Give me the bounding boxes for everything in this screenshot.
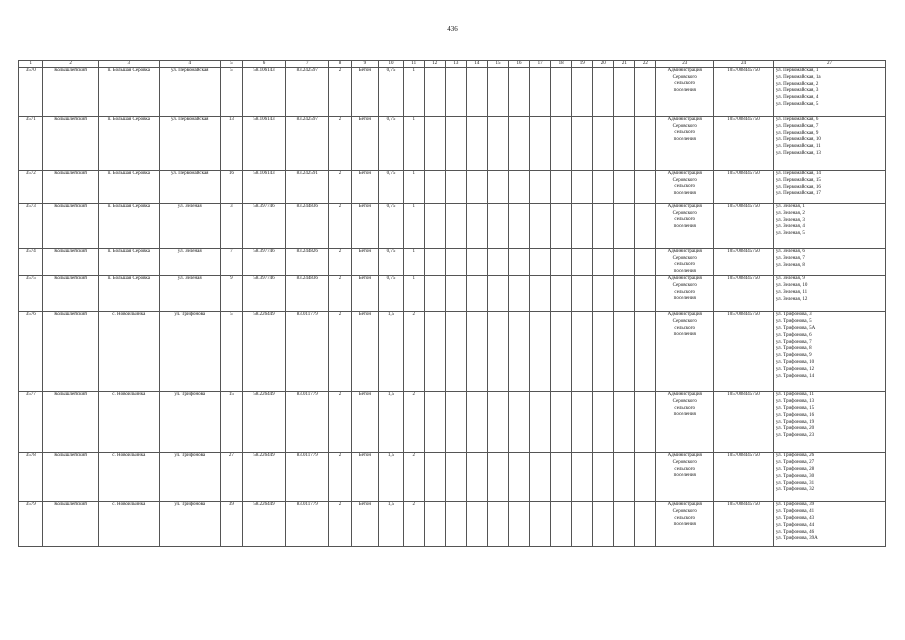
col8-cell: 2 xyxy=(329,171,351,204)
surface-cell: Бетон xyxy=(351,68,379,117)
ogrn-cell: 1057008445750 xyxy=(714,392,774,453)
empty-cell xyxy=(466,502,487,547)
col8-cell: 2 xyxy=(329,68,351,117)
table-row xyxy=(19,312,886,392)
empty-cell xyxy=(551,68,572,117)
row-number: 3572 xyxy=(19,171,43,204)
empty-cell xyxy=(466,312,487,392)
empty-cell xyxy=(424,276,445,312)
table-row xyxy=(19,204,886,249)
col8-cell: 2 xyxy=(329,276,351,312)
empty-cell xyxy=(487,204,508,249)
empty-cell xyxy=(445,502,466,547)
column-header: 2 xyxy=(43,61,98,68)
surface-cell: Бетон xyxy=(351,204,379,249)
house-cell: 3 xyxy=(220,204,242,249)
empty-cell xyxy=(445,392,466,453)
quantity-cell: 1 xyxy=(403,68,424,117)
empty-cell xyxy=(466,453,487,502)
page-number: 436 xyxy=(447,25,458,33)
empty-cell xyxy=(635,117,656,171)
empty-cell xyxy=(530,312,551,392)
longitude-cell: 83.011779 xyxy=(286,502,329,547)
empty-cell xyxy=(614,117,635,171)
longitude-cell: 83.242597 xyxy=(286,117,329,171)
addresses-cell: ул. Трифонова, 3 ул. Трифонова, 5 ул. Трифонова, 5А ул. Трифонова, 6 ул. Трифонова, 7 ул. Трифонова, 8 ул. Трифонова, 9 ул. Трифонова, 10 ул. Трифонова, 12 ул. Трифонова, 14 xyxy=(773,312,885,392)
surface-cell: Бетон xyxy=(351,249,379,276)
area-cell: 0,75 xyxy=(379,117,403,171)
empty-cell xyxy=(445,249,466,276)
column-header: 18 xyxy=(551,61,572,68)
empty-cell xyxy=(424,117,445,171)
empty-cell xyxy=(530,117,551,171)
house-cell: 5 xyxy=(220,68,242,117)
latitude-cell: 58.397746 xyxy=(242,204,285,249)
empty-cell xyxy=(487,502,508,547)
empty-cell xyxy=(614,453,635,502)
empty-cell xyxy=(424,68,445,117)
latitude-cell: 58.106143 xyxy=(242,68,285,117)
owner-cell: Администрация Серовского сельского поселения xyxy=(656,453,714,502)
empty-cell xyxy=(466,117,487,171)
empty-cell xyxy=(530,392,551,453)
longitude-cell: 83.011779 xyxy=(286,453,329,502)
column-header: 8 xyxy=(329,61,351,68)
street-cell: ул. Первомайская xyxy=(159,171,220,204)
empty-cell xyxy=(530,502,551,547)
street-cell: ул. Зеленая xyxy=(159,204,220,249)
row-number: 3573 xyxy=(19,204,43,249)
district-cell: Колышлейский xyxy=(43,312,98,392)
settlement-cell: п. Большая Серовка xyxy=(98,117,159,171)
owner-cell: Администрация Серовского сельского поселения xyxy=(656,204,714,249)
empty-cell xyxy=(424,204,445,249)
surface-cell: Бетон xyxy=(351,392,379,453)
area-cell: 1,5 xyxy=(379,392,403,453)
empty-cell xyxy=(572,502,593,547)
column-header: 15 xyxy=(487,61,508,68)
column-header: 19 xyxy=(572,61,593,68)
empty-cell xyxy=(614,68,635,117)
surface-cell: Бетон xyxy=(351,502,379,547)
column-header: 7 xyxy=(286,61,329,68)
area-cell: 0,75 xyxy=(379,276,403,312)
empty-cell xyxy=(530,249,551,276)
latitude-cell: 58.226449 xyxy=(242,502,285,547)
empty-cell xyxy=(572,117,593,171)
ogrn-cell: 1057008445750 xyxy=(714,68,774,117)
empty-cell xyxy=(572,204,593,249)
latitude-cell: 58.106143 xyxy=(242,117,285,171)
column-header: 11 xyxy=(403,61,424,68)
table-row xyxy=(19,392,886,453)
empty-cell xyxy=(487,276,508,312)
empty-cell xyxy=(551,453,572,502)
empty-cell xyxy=(551,171,572,204)
ogrn-cell: 1057008445750 xyxy=(714,117,774,171)
empty-cell xyxy=(445,204,466,249)
empty-cell xyxy=(593,171,614,204)
empty-cell xyxy=(445,171,466,204)
district-cell: Колышлейский xyxy=(43,171,98,204)
empty-cell xyxy=(487,453,508,502)
latitude-cell: 58.106143 xyxy=(242,171,285,204)
settlement-cell: с. Новоильинка xyxy=(98,502,159,547)
quantity-cell: 2 xyxy=(403,312,424,392)
surface-cell: Бетон xyxy=(351,171,379,204)
longitude-cell: 83.244836 xyxy=(286,276,329,312)
column-header: 17 xyxy=(530,61,551,68)
empty-cell xyxy=(551,204,572,249)
empty-cell xyxy=(466,249,487,276)
empty-cell xyxy=(635,171,656,204)
row-number: 3576 xyxy=(19,312,43,392)
street-cell: ул. Зеленая xyxy=(159,276,220,312)
column-header: 9 xyxy=(351,61,379,68)
district-cell: Колышлейский xyxy=(43,502,98,547)
quantity-cell: 1 xyxy=(403,171,424,204)
empty-cell xyxy=(635,204,656,249)
registry-table xyxy=(18,60,886,547)
street-cell: ул. Трифонова xyxy=(159,392,220,453)
surface-cell: Бетон xyxy=(351,312,379,392)
house-cell: 7 xyxy=(220,249,242,276)
ogrn-cell: 1057008445750 xyxy=(714,312,774,392)
empty-cell xyxy=(466,276,487,312)
house-cell: 39 xyxy=(220,502,242,547)
area-cell: 1,5 xyxy=(379,312,403,392)
empty-cell xyxy=(635,392,656,453)
empty-cell xyxy=(614,502,635,547)
settlement-cell: с. Новоильинка xyxy=(98,392,159,453)
col8-cell: 2 xyxy=(329,117,351,171)
empty-cell xyxy=(551,117,572,171)
empty-cell xyxy=(551,312,572,392)
empty-cell xyxy=(424,453,445,502)
owner-cell: Администрация Серовского сельского поселения xyxy=(656,392,714,453)
area-cell: 1,5 xyxy=(379,453,403,502)
column-header: 21 xyxy=(614,61,635,68)
street-cell: ул. Зеленая xyxy=(159,249,220,276)
owner-cell: Администрация Серовского сельского поселения xyxy=(656,117,714,171)
col8-cell: 2 xyxy=(329,392,351,453)
surface-cell: Бетон xyxy=(351,276,379,312)
column-header: 4 xyxy=(159,61,220,68)
longitude-cell: 83.011779 xyxy=(286,392,329,453)
longitude-cell: 83.242591 xyxy=(286,171,329,204)
row-number: 3575 xyxy=(19,276,43,312)
district-cell: Колышлейский xyxy=(43,276,98,312)
latitude-cell: 58.226449 xyxy=(242,453,285,502)
owner-cell: Администрация Серовского сельского поселения xyxy=(656,249,714,276)
table-row xyxy=(19,117,886,171)
empty-cell xyxy=(572,392,593,453)
surface-cell: Бетон xyxy=(351,117,379,171)
empty-cell xyxy=(593,276,614,312)
col8-cell: 2 xyxy=(329,502,351,547)
addresses-cell: ул. Трифонова, 11 ул. Трифонова, 13 ул. Трифонова, 15 ул. Трифонова, 16 ул. Трифонова, 19 ул. Трифонова, 20 ул. Трифонова, 23 xyxy=(773,392,885,453)
column-header: 5 xyxy=(220,61,242,68)
ogrn-cell: 1057008445750 xyxy=(714,249,774,276)
addresses-cell: ул. Первомайская, 6 ул. Первомайская, 7 ул. Первомайская, 9 ул. Первомайская, 10 ул. Первомайская, 11 ул. Первомайская, 13 xyxy=(773,117,885,171)
column-header: 1 xyxy=(19,61,43,68)
empty-cell xyxy=(487,68,508,117)
empty-cell xyxy=(614,276,635,312)
addresses-cell: ул. Зеленая, 9 ул. Зеленая, 10 ул. Зеленая, 11 ул. Зеленая, 12 xyxy=(773,276,885,312)
settlement-cell: п. Большая Серовка xyxy=(98,68,159,117)
addresses-cell: ул. Зеленая, 1 ул. Зеленая, 2 ул. Зеленая, 3 ул. Зеленая, 4 ул. Зеленая, 5 xyxy=(773,204,885,249)
empty-cell xyxy=(424,171,445,204)
quantity-cell: 1 xyxy=(403,117,424,171)
settlement-cell: п. Большая Серовка xyxy=(98,276,159,312)
header-row xyxy=(19,61,886,68)
ogrn-cell: 1057008445750 xyxy=(714,453,774,502)
quantity-cell: 2 xyxy=(403,392,424,453)
latitude-cell: 58.226449 xyxy=(242,312,285,392)
empty-cell xyxy=(508,204,529,249)
owner-cell: Администрация Серовского сельского поселения xyxy=(656,171,714,204)
longitude-cell: 83.244826 xyxy=(286,249,329,276)
empty-cell xyxy=(487,171,508,204)
empty-cell xyxy=(424,392,445,453)
longitude-cell: 83.244836 xyxy=(286,204,329,249)
ogrn-cell: 1057008445750 xyxy=(714,204,774,249)
empty-cell xyxy=(424,312,445,392)
column-header: 12 xyxy=(424,61,445,68)
quantity-cell: 1 xyxy=(403,204,424,249)
empty-cell xyxy=(508,502,529,547)
empty-cell xyxy=(593,68,614,117)
empty-cell xyxy=(593,502,614,547)
empty-cell xyxy=(593,249,614,276)
district-cell: Колышлейский xyxy=(43,249,98,276)
street-cell: ул. Первомайская xyxy=(159,117,220,171)
district-cell: Колышлейский xyxy=(43,392,98,453)
table-row xyxy=(19,453,886,502)
ogrn-cell: 1057008445750 xyxy=(714,502,774,547)
longitude-cell: 83.011779 xyxy=(286,312,329,392)
owner-cell: Администрация Серовского сельского поселения xyxy=(656,68,714,117)
table-row xyxy=(19,249,886,276)
street-cell: ул. Трифонова xyxy=(159,312,220,392)
empty-cell xyxy=(572,249,593,276)
empty-cell xyxy=(551,276,572,312)
house-cell: 5 xyxy=(220,312,242,392)
empty-cell xyxy=(445,117,466,171)
row-number: 3577 xyxy=(19,392,43,453)
district-cell: Колышлейский xyxy=(43,117,98,171)
empty-cell xyxy=(635,249,656,276)
empty-cell xyxy=(508,392,529,453)
addresses-cell: ул. Первомайская, 1 ул. Первомайская, 1а ул. Первомайская, 2 ул. Первомайская, 3 ул. Первомайская, 4 ул. Первомайская, 5 xyxy=(773,68,885,117)
column-header: 16 xyxy=(508,61,529,68)
house-cell: 9 xyxy=(220,276,242,312)
quantity-cell: 2 xyxy=(403,453,424,502)
empty-cell xyxy=(445,312,466,392)
empty-cell xyxy=(614,171,635,204)
column-header: 22 xyxy=(635,61,656,68)
empty-cell xyxy=(466,171,487,204)
empty-cell xyxy=(445,453,466,502)
settlement-cell: п. Большая Серовка xyxy=(98,204,159,249)
street-cell: ул. Трифонова xyxy=(159,453,220,502)
empty-cell xyxy=(572,276,593,312)
row-number: 3579 xyxy=(19,502,43,547)
column-header: 24 xyxy=(714,61,774,68)
empty-cell xyxy=(551,502,572,547)
settlement-cell: п. Большая Серовка xyxy=(98,171,159,204)
area-cell: 0,75 xyxy=(379,249,403,276)
house-cell: 16 xyxy=(220,171,242,204)
empty-cell xyxy=(508,312,529,392)
empty-cell xyxy=(572,171,593,204)
table-row xyxy=(19,502,886,547)
area-cell: 0,75 xyxy=(379,204,403,249)
empty-cell xyxy=(635,502,656,547)
empty-cell xyxy=(635,68,656,117)
empty-cell xyxy=(487,392,508,453)
column-header: 27 xyxy=(773,61,885,68)
empty-cell xyxy=(508,171,529,204)
empty-cell xyxy=(530,453,551,502)
empty-cell xyxy=(508,249,529,276)
empty-cell xyxy=(466,204,487,249)
row-number: 3574 xyxy=(19,249,43,276)
addresses-cell: ул. Трифонова, 39 ул. Трифонова, 41 ул. Трифонова, 43 ул. Трифонова, 44 ул. Трифонова, 46 ул. Трифонова, 39А xyxy=(773,502,885,547)
empty-cell xyxy=(530,171,551,204)
settlement-cell: с. Новоильинка xyxy=(98,312,159,392)
house-cell: 15 xyxy=(220,392,242,453)
column-header: 23 xyxy=(656,61,714,68)
empty-cell xyxy=(614,312,635,392)
quantity-cell: 2 xyxy=(403,502,424,547)
empty-cell xyxy=(593,204,614,249)
empty-cell xyxy=(530,204,551,249)
empty-cell xyxy=(508,68,529,117)
row-number: 3571 xyxy=(19,117,43,171)
latitude-cell: 58.397746 xyxy=(242,276,285,312)
empty-cell xyxy=(614,249,635,276)
table-row xyxy=(19,276,886,312)
street-cell: ул. Первомайская xyxy=(159,68,220,117)
house-cell: 27 xyxy=(220,453,242,502)
column-header: 20 xyxy=(593,61,614,68)
empty-cell xyxy=(572,68,593,117)
empty-cell xyxy=(508,453,529,502)
empty-cell xyxy=(487,312,508,392)
addresses-cell: ул. Зеленая, 6 ул. Зеленая, 7 ул. Зеленая, 8 xyxy=(773,249,885,276)
empty-cell xyxy=(530,68,551,117)
col8-cell: 2 xyxy=(329,312,351,392)
empty-cell xyxy=(530,276,551,312)
row-number: 3570 xyxy=(19,68,43,117)
column-header: 13 xyxy=(445,61,466,68)
empty-cell xyxy=(466,392,487,453)
latitude-cell: 58.397746 xyxy=(242,249,285,276)
empty-cell xyxy=(424,502,445,547)
col8-cell: 2 xyxy=(329,453,351,502)
empty-cell xyxy=(424,249,445,276)
owner-cell: Администрация Серовского сельского поселения xyxy=(656,502,714,547)
empty-cell xyxy=(593,392,614,453)
column-header: 6 xyxy=(242,61,285,68)
surface-cell: Бетон xyxy=(351,453,379,502)
addresses-cell: ул. Первомайская, 14 ул. Первомайская, 15 ул. Первомайская, 16 ул. Первомайская, 17 xyxy=(773,171,885,204)
table-body xyxy=(19,68,886,547)
empty-cell xyxy=(445,68,466,117)
empty-cell xyxy=(487,249,508,276)
empty-cell xyxy=(635,276,656,312)
empty-cell xyxy=(445,276,466,312)
district-cell: Колышлейский xyxy=(43,68,98,117)
empty-cell xyxy=(614,204,635,249)
empty-cell xyxy=(635,453,656,502)
column-header: 10 xyxy=(379,61,403,68)
street-cell: ул. Трифонова xyxy=(159,502,220,547)
col8-cell: 2 xyxy=(329,204,351,249)
quantity-cell: 1 xyxy=(403,276,424,312)
latitude-cell: 58.226449 xyxy=(242,392,285,453)
column-header: 3 xyxy=(98,61,159,68)
empty-cell xyxy=(572,312,593,392)
empty-cell xyxy=(508,117,529,171)
empty-cell xyxy=(551,249,572,276)
longitude-cell: 83.242597 xyxy=(286,68,329,117)
empty-cell xyxy=(487,117,508,171)
table-row xyxy=(19,171,886,204)
empty-cell xyxy=(593,117,614,171)
ogrn-cell: 1057008445750 xyxy=(714,276,774,312)
quantity-cell: 1 xyxy=(403,249,424,276)
column-header: 14 xyxy=(466,61,487,68)
owner-cell: Администрация Серовского сельского поселения xyxy=(656,312,714,392)
empty-cell xyxy=(551,392,572,453)
owner-cell: Администрация Серовского сельского поселения xyxy=(656,276,714,312)
empty-cell xyxy=(635,312,656,392)
table-row xyxy=(19,68,886,117)
district-cell: Колышлейский xyxy=(43,204,98,249)
col8-cell: 2 xyxy=(329,249,351,276)
empty-cell xyxy=(466,68,487,117)
area-cell: 0,75 xyxy=(379,171,403,204)
addresses-cell: ул. Трифонова, 26 ул. Трифонова, 27 ул. Трифонова, 28 ул. Трифонова, 30 ул. Трифонова, 31 ул. Трифонова, 32 xyxy=(773,453,885,502)
district-cell: Колышлейский xyxy=(43,453,98,502)
area-cell: 1,5 xyxy=(379,502,403,547)
empty-cell xyxy=(508,276,529,312)
settlement-cell: п. Большая Серовка xyxy=(98,249,159,276)
empty-cell xyxy=(593,312,614,392)
empty-cell xyxy=(572,453,593,502)
row-number: 3578 xyxy=(19,453,43,502)
empty-cell xyxy=(614,392,635,453)
empty-cell xyxy=(593,453,614,502)
area-cell: 0,75 xyxy=(379,68,403,117)
ogrn-cell: 1057008445750 xyxy=(714,171,774,204)
settlement-cell: с. Новоильинка xyxy=(98,453,159,502)
house-cell: 13 xyxy=(220,117,242,171)
